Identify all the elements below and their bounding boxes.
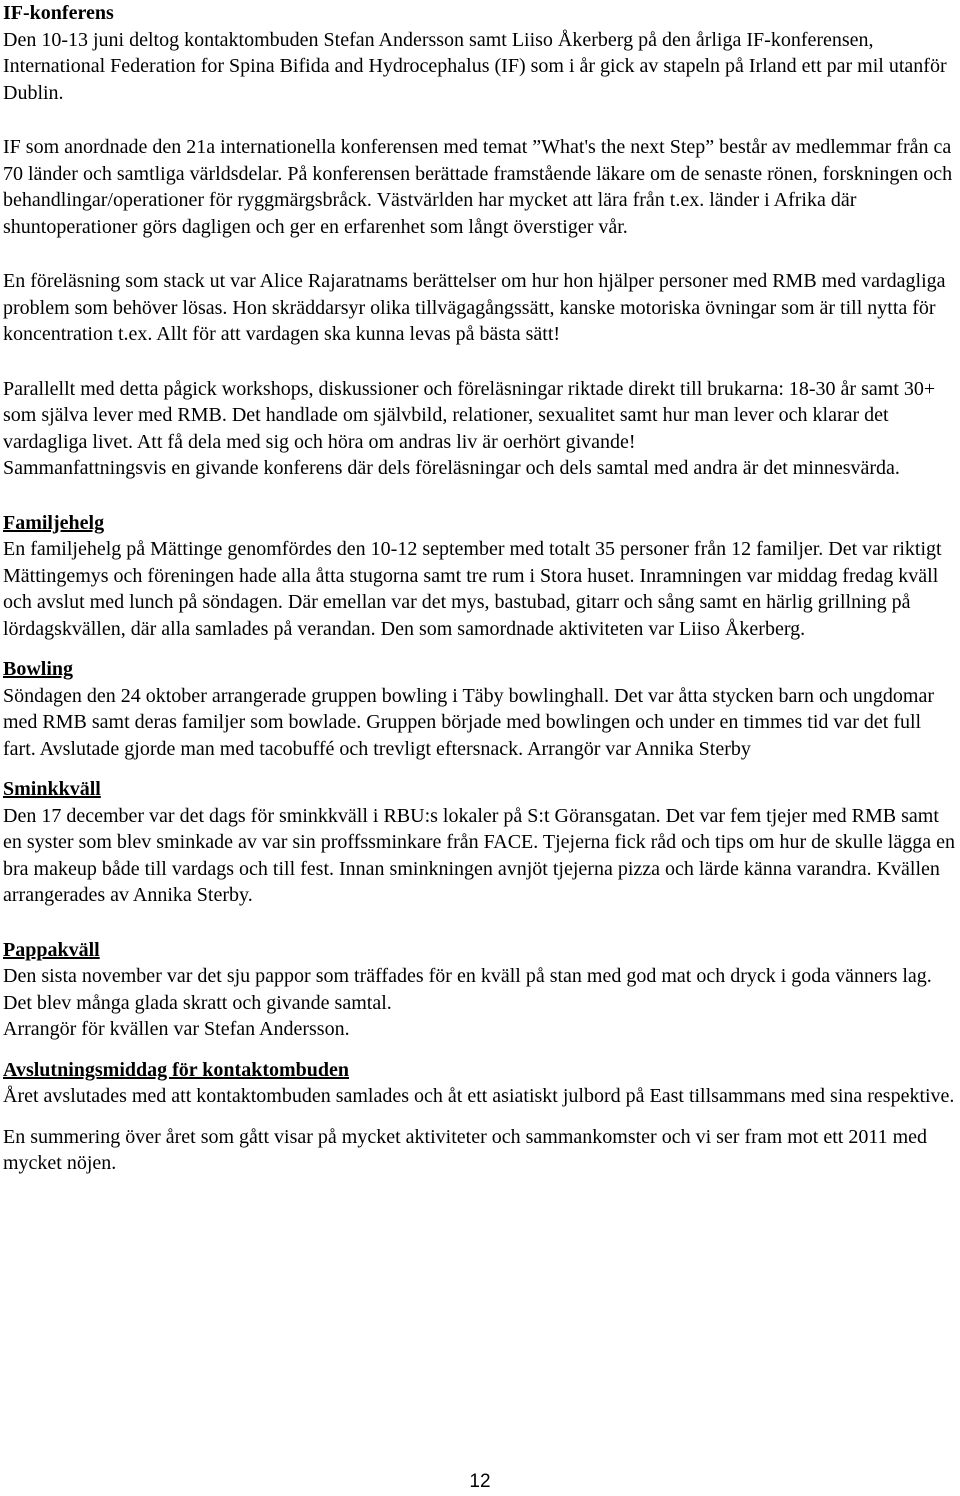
section-title: Pappakväll (3, 938, 100, 961)
section-avslutningsmiddag (3, 1057, 957, 1177)
paragraph: Söndagen den 24 oktober arrangerade gruppen bowling i Täby bowlinghall. Det var åtta stycken barn och ungdomar med RMB samt deras familjer som bowlade. Gruppen började med bowlingen och under en timmes tid var det full fart. Avslutade gjorde man med tacobuffé och trevligt eftersnack. Arrangör var Annika Sterby (3, 684, 935, 760)
paragraph: IF som anordnade den 21a internationella konferensen med temat ”What's the next Step” består av medlemmar från ca 70 länder och samtliga världsdelar. På konferensen berättade framstående läkare om de senaste rönen, forskningen och behandlingar/operationer för ryggmärgsbråck. Västvärlden har mycket att lära från t.ex. länder i Afrika där shuntoperationer görs dagligen och ger en erfarenhet som långt överstiger vår. (3, 136, 953, 238)
section-familjehelg (3, 510, 957, 643)
section-title: Familjehelg (3, 511, 105, 534)
section-title: IF-konferens (3, 2, 114, 24)
paragraph: Den sista november var det sju pappor som träffades för en kväll på stan med god mat och dryck i goda vänners lag. Det blev många glada skratt och givande samtal. (3, 965, 932, 1014)
section-title: Bowling (3, 658, 74, 680)
paragraph: Arrangör för kvällen var Stefan Andersson. (3, 1018, 350, 1040)
section-pappakvall (3, 937, 957, 1043)
paragraph: Sammanfattningsvis en givande konferens där dels föreläsningar och dels samtal med andra är det minnesvärda. (3, 457, 900, 479)
paragraph: Året avslutades med att kontaktombuden samlades och åt ett asiatiskt julbord på East tillsammans med sina respektive. (3, 1085, 955, 1107)
section-if-konferens (3, 0, 957, 482)
section-bowling (3, 656, 957, 762)
document-page (3, 0, 957, 1177)
paragraph: En summering över året som gått visar på mycket aktiviteter och sammankomster och vi ser fram mot ett 2011 med mycket nöjen. (3, 1125, 928, 1174)
paragraph: En föreläsning som stack ut var Alice Rajaratnams berättelser om hur hon hjälper personer med RMB med vardagliga problem som behöver lösas. Hon skräddarsyr olika tillvägagångssätt, kanske motoriska övningar som är till nytta för koncentration t.ex. Allt för att vardagen ska kunna levas på bästa sätt! (3, 270, 946, 345)
section-title: Avslutningsmiddag för kontaktombuden (3, 1058, 350, 1081)
section-title: Sminkkväll (3, 778, 101, 800)
paragraph: En familjehelg på Mättinge genomfördes den 10-12 september med totalt 35 personer från 12 familjer. Det var riktigt Mättingemys och föreningen hade alla åtta stugorna samt tre rum i Stora huset. Inramningen var middag fredag kväll och avslut med lunch på söndagen. Där emellan var det mys, bastubad, gitarr och sång samt en härlig grillning på lördagskvällen, där alla samlades på verandan. Den som samordnade aktiviteten var Liiso Åkerberg. (3, 538, 942, 640)
paragraph: Den 10-13 juni deltog kontaktombuden Stefan Andersson samt Liiso Åkerberg på den årliga IF-konferensen, International Federation for Spina Bifida and Hydrocephalus (IF) som i år gick av stapeln på Irland ett par mil utanför Dublin. (3, 28, 947, 104)
page-number: 12 (469, 1471, 491, 1492)
paragraph: Parallellt med detta pågick workshops, diskussioner och föreläsningar riktade direkt till brukarna: 18-30 år samt 30+ som själva lever med RMB. Det handlade om självbild, relationer, sexualitet samt hur man lever och klarar det vardagliga livet. Att få dela med sig och höra om andras liv är oerhört givande! (3, 377, 936, 453)
section-sminkkvall (3, 776, 957, 909)
paragraph: Den 17 december var det dags för sminkkväll i RBU:s lokaler på S:t Göransgatan. Det var fem tjejer med RMB samt en syster som blev sminkade av var sin proffssminkare från FACE. Tjejerna fick råd och tips om hur de skulle lägga en bra makeup både till vardags och till fest. Innan sminkningen avnjöt tjejerna pizza och lärde känna varandra. Kvällen arrangerades av Annika Sterby. (3, 804, 955, 906)
